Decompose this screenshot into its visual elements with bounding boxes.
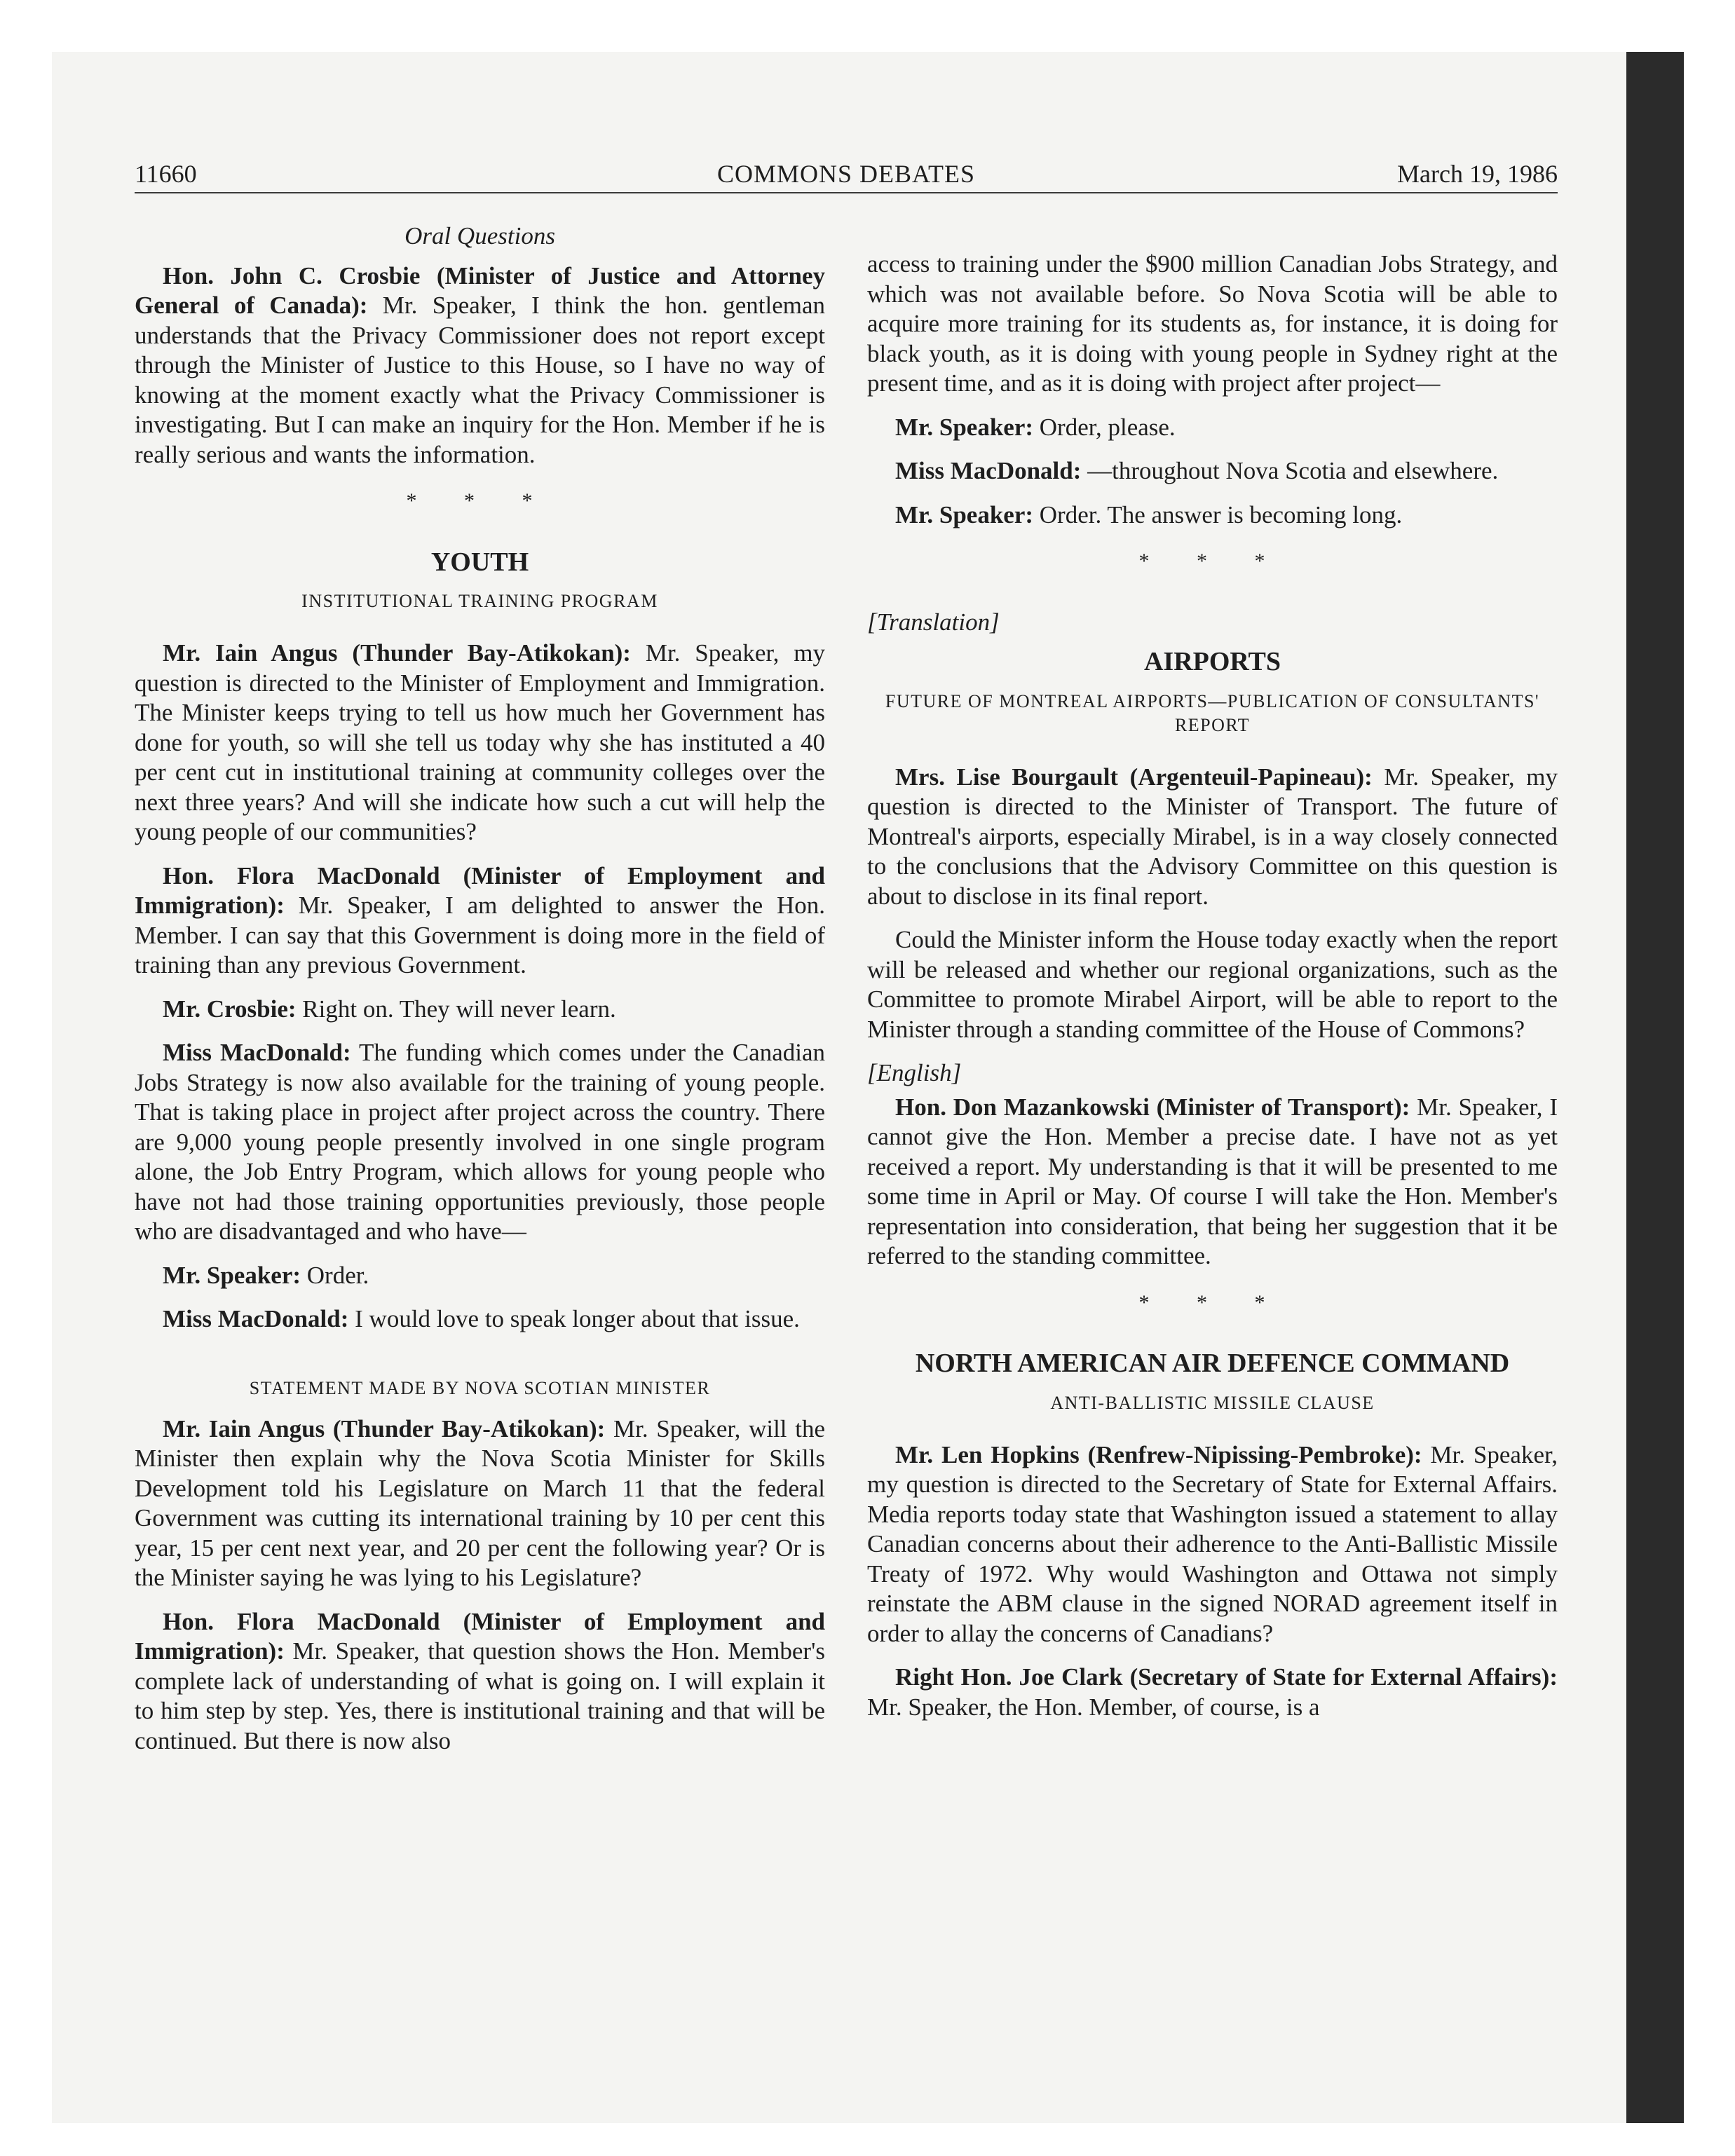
- speaker: Mr. Iain Angus (Thunder Bay-Atikokan):: [163, 639, 631, 667]
- left-column: [135, 221, 825, 1770]
- topic-heading: YOUTH: [430, 547, 529, 577]
- section-separator: * * *: [1138, 1290, 1286, 1314]
- speaker: Mr. Iain Angus (Thunder Bay-Atikokan):: [163, 1414, 606, 1442]
- paragraph: [867, 500, 1558, 531]
- speaker: Mr. Len Hopkins (Renfrew-Nipissing-Pembroke):: [895, 1440, 1422, 1468]
- paragraph: [867, 250, 1558, 399]
- publication-title: COMMONS DEBATES: [716, 160, 976, 188]
- speech-text: Mr. Speaker, will the Minister then explain why the Nova Scotia Minister for Skills Development told his Legislature on March 11 that the federal Government was cutting its international training by 10 per cent this year, 15 per cent next year, and 20 per cent the following year? Or is the Minister saying he was lying to his Legislature?: [135, 1414, 825, 1591]
- paragraph: [135, 1607, 825, 1756]
- language-marker: [English]: [867, 1059, 962, 1086]
- page-number: 11660: [135, 160, 197, 188]
- speech-text: Mr. Speaker, I think the hon. gentleman understands that the Privacy Commissioner does not report except through the Minister of Justice to this House, so I have no way of knowing at the moment exactly what the Privacy Commissioner is investigating. But I can make an inquiry for the Hon. Member if he is really serious and wants the information.: [135, 292, 825, 468]
- speaker: Hon. John C. Crosbie (Minister of Justice and Attorney General of Canada):: [135, 261, 825, 319]
- section-rubric: Oral Questions: [404, 222, 555, 250]
- topic-subheading: INSTITUTIONAL TRAINING PROGRAM: [301, 591, 658, 611]
- speaker: Mrs. Lise Bourgault (Argenteuil-Papineau):: [895, 763, 1373, 791]
- paragraph: [135, 1261, 825, 1291]
- speaker: Mr. Speaker:: [895, 500, 1034, 528]
- speaker: Mr. Crosbie:: [163, 995, 297, 1023]
- topic-subheading: FUTURE OF MONTREAL AIRPORTS—PUBLICATION OF CONSULTANTS' REPORT: [885, 690, 1540, 735]
- speech-text: Mr. Speaker, my question is directed to the Minister of Transport. The future of Montreal's airports, especially Mirabel, is in a way closely connected to the conclusions that the Advisory Committee on this question is about to disclose in its final report.: [867, 763, 1558, 910]
- running-header: [135, 158, 1558, 193]
- speech-text: Order, please.: [1033, 413, 1176, 441]
- speaker: Hon. Flora MacDonald (Minister of Employment and Immigration):: [135, 1607, 825, 1665]
- paragraph: [135, 861, 825, 981]
- section-separator: * * *: [406, 489, 554, 512]
- paragraph: [867, 1663, 1558, 1722]
- speaker: Hon. Don Mazankowski (Minister of Transport):: [895, 1093, 1410, 1121]
- paragraph: [867, 1440, 1558, 1649]
- speech-text: Could the Minister inform the House today exactly when the report will be released and whether our regional organizations, such as the Committee to promote Mirabel Airport, will be able to report to the Minister through a standing committee of the House of Commons?: [867, 926, 1558, 1043]
- paragraph: [867, 925, 1558, 1044]
- paragraph: [867, 1093, 1558, 1271]
- paragraph: [135, 261, 825, 470]
- speech-text: Mr. Speaker, I cannot give the Hon. Member a precise date. I have not as yet received a report. My understanding is that it will be presented to me some time in April or May. Of course I will take the Hon. Member's representation into consideration, that being her suggestion that it be referred to the standing committee.: [867, 1093, 1558, 1269]
- speaker: Right Hon. Joe Clark (Secretary of State for External Affairs):: [895, 1663, 1558, 1691]
- speech-text: Order. The answer is becoming long.: [1033, 500, 1403, 528]
- speaker: Hon. Flora MacDonald (Minister of Employment and Immigration):: [135, 861, 825, 919]
- speech-text: access to training under the $900 million Canadian Jobs Strategy, and which was not available before. So Nova Scotia will be able to acquire more training for its students as, for instance, it is doing for black youth, as it is doing with young people in Sydney right at the present time, and as it is doing with project after project—: [867, 250, 1558, 397]
- topic-heading: NORTH AMERICAN AIR DEFENCE COMMAND: [915, 1349, 1510, 1378]
- topic-heading: AIRPORTS: [1143, 647, 1281, 676]
- speech-text: The funding which comes under the Canadian Jobs Strategy is now also available for the training of young people. That is taking place in project after project across the country. There are 9,000 young people presently involved in one single program alone, the Job Entry Program, which allows for young people who have not had those training opportunities previously, those people who are disadvantaged and who have—: [135, 1039, 825, 1245]
- speech-text: I would love to speak longer about that issue.: [348, 1305, 800, 1332]
- paragraph: [867, 763, 1558, 912]
- paragraph: [135, 639, 825, 847]
- topic-subheading: ANTI-BALLISTIC MISSILE CLAUSE: [1050, 1392, 1375, 1413]
- language-marker: [Translation]: [867, 608, 1000, 636]
- speech-text: Mr. Speaker, I am delighted to answer the Hon. Member. I can say that this Government is doing more in the field of training than any previous Government.: [135, 892, 825, 978]
- paragraph: [135, 1414, 825, 1593]
- right-column: [867, 250, 1558, 1736]
- speech-text: Order.: [301, 1261, 369, 1289]
- paragraph: [135, 1304, 825, 1335]
- speaker: Mr. Speaker:: [163, 1261, 301, 1289]
- speech-text: Right on. They will never learn.: [296, 995, 616, 1023]
- issue-date: March 19, 1986: [1397, 160, 1558, 188]
- speech-text: Mr. Speaker, that question shows the Hon. Member's complete lack of understanding of what is going on. I will explain it to him step by step. Yes, there is institutional training and that will be continued. But there is now also: [135, 1637, 825, 1754]
- speech-text: Mr. Speaker, the Hon. Member, of course, is a: [867, 1693, 1320, 1721]
- document-page: [135, 158, 1558, 1754]
- speech-text: Mr. Speaker, my question is directed to the Secretary of State for External Affairs. Media reports today state that Washington issued a statement to allay Canadian concerns about their adherence to the Anti-Ballistic Missile Treaty of 1972. Why would Washington and Ottawa not simply reinstate the ABM clause in the signed NORAD agreement itself in order to allay the concerns of Canadians?: [867, 1440, 1558, 1647]
- speech-text: —throughout Nova Scotia and elsewhere.: [1081, 457, 1499, 484]
- section-separator: * * *: [1138, 550, 1286, 573]
- speaker: Miss MacDonald:: [163, 1305, 349, 1332]
- paragraph: [135, 1038, 825, 1247]
- speaker: Miss MacDonald:: [895, 457, 1082, 484]
- paragraph: [135, 995, 825, 1025]
- binding-edge: [1626, 52, 1684, 2123]
- paragraph: [867, 456, 1558, 486]
- topic-subheading: STATEMENT MADE BY NOVA SCOTIAN MINISTER: [249, 1377, 711, 1398]
- speaker: Miss MacDonald:: [163, 1039, 351, 1066]
- speech-text: Mr. Speaker, my question is directed to the Minister of Employment and Immigration. The Minister keeps trying to tell us how much her Government has done for youth, so will she tell us today why she has instituted a 40 per cent cut in institutional training at community colleges over the next three years? And will she indicate how such a cut will help the young people of our communities?: [135, 639, 825, 845]
- paragraph: [867, 413, 1558, 443]
- speaker: Mr. Speaker:: [895, 413, 1034, 441]
